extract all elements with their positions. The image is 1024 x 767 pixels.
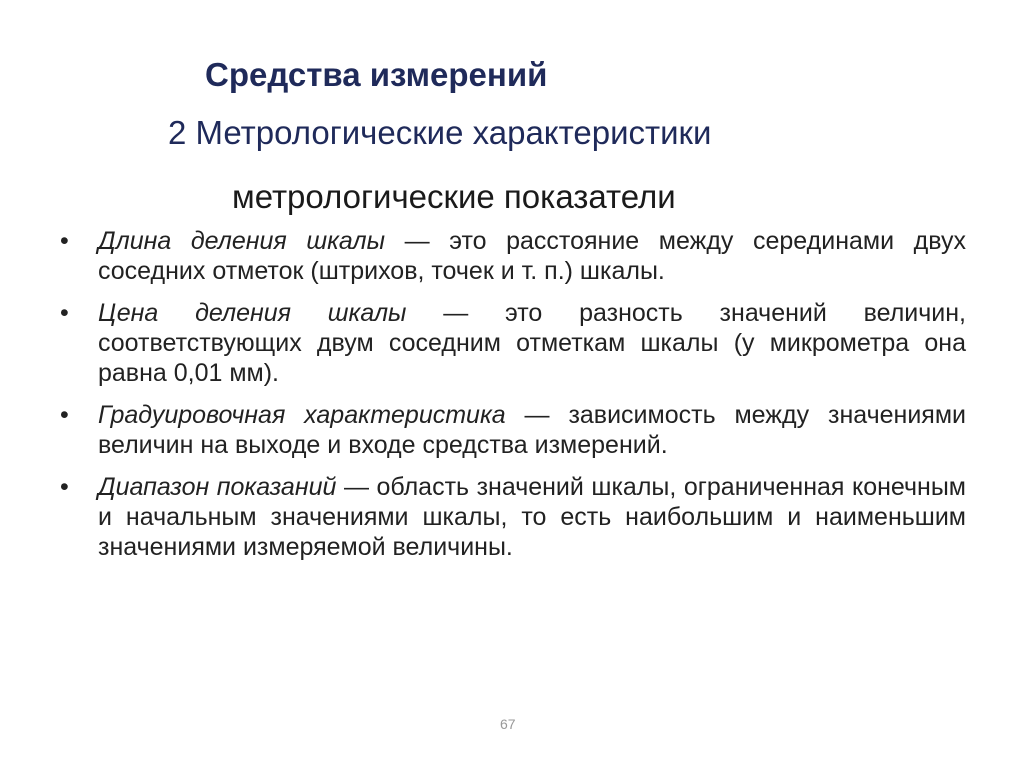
definition-term: Диапазон показаний: [98, 473, 337, 501]
definition-list: [60, 226, 966, 574]
definition-term: Цена деления шкалы: [98, 299, 407, 327]
definition-term: Длина деления шкалы: [98, 227, 386, 255]
definition-item: [60, 472, 966, 562]
definition-item: [60, 400, 966, 460]
slide-subtitle: 2 Метрологические характеристики: [168, 114, 712, 151]
bullet-dot-icon: •: [60, 227, 69, 255]
definition-item: [60, 226, 966, 286]
definition-text: — это расстояние между серединами двух соседних отметок (штрихов, точек и т. п.) шкалы.: [98, 227, 966, 285]
bullet-dot-icon: •: [60, 299, 69, 327]
bullet-dot-icon: •: [60, 473, 69, 501]
definition-item: [60, 298, 966, 388]
definition-text: — зависимость между значениями величин на выходе и входе средства измерений.: [98, 401, 966, 459]
definition-term: Градуировочная характеристика: [98, 401, 506, 429]
section-heading: метрологические показатели: [232, 178, 676, 215]
definition-text: — область значений шкалы, ограниченная конечным и начальным значениями шкалы, то есть наибольшим и наименьшим значениями измеряемой величины.: [98, 473, 966, 561]
definition-text: — это разность значений величин, соответствующих двум соседним отметкам шкалы (у микрометра она равна 0,01 мм).: [98, 299, 966, 387]
page-number: 67: [500, 716, 516, 732]
bullet-dot-icon: •: [60, 401, 69, 429]
slide-title: Средства измерений: [205, 56, 548, 93]
